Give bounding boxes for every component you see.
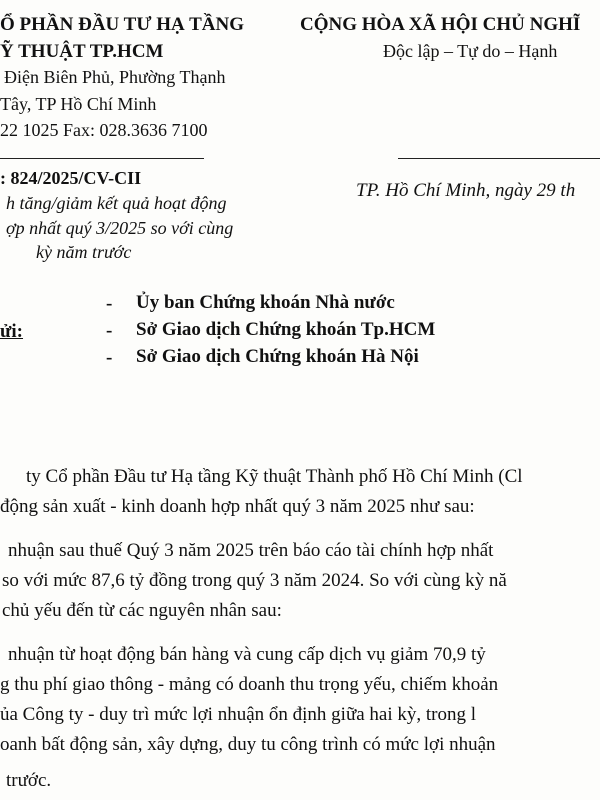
recipient-dash: - <box>106 293 113 314</box>
right-divider-rule <box>398 158 600 159</box>
body-line: ủa Công ty - duy trì mức lợi nhuận ổn định giữa hai kỳ, trong l <box>0 704 477 725</box>
body-line: ty Cổ phần Đầu tư Hạ tầng Kỹ thuật Thành phố Hồ Chí Minh (Cl <box>26 466 523 487</box>
recipients-label: ửi: <box>0 321 24 342</box>
place-date: TP. Hồ Chí Minh, ngày 29 th <box>356 180 576 201</box>
recipient-dash: - <box>106 320 113 341</box>
company-name-line1: Ổ PHẦN ĐẦU TƯ HẠ TẦNG <box>0 14 245 35</box>
subject-line-1: h tăng/giảm kết quả hoạt động <box>6 193 227 213</box>
recipient-1: Ủy ban Chứng khoán Nhà nước <box>136 292 395 313</box>
body-line: g thu phí giao thông - mảng có doanh thu trọng yếu, chiếm khoản <box>0 674 499 695</box>
company-name-line2: Ỹ THUẬT TP.HCM <box>0 41 164 62</box>
recipient-dash: - <box>106 347 113 368</box>
body-line: nhuận từ hoạt động bán hàng và cung cấp dịch vụ giảm 70,9 tỷ <box>8 644 486 665</box>
recipient-3: Sở Giao dịch Chứng khoán Hà Nội <box>136 346 419 367</box>
national-title: CỘNG HÒA XÃ HỘI CHỦ NGHĨ <box>300 14 581 35</box>
national-motto: Độc lập – Tự do – Hạnh <box>383 41 558 61</box>
body-line: oanh bất động sản, xây dựng, duy tu công trình có mức lợi nhuận <box>0 734 496 755</box>
subject-line-2: ợp nhất quý 3/2025 so với cùng <box>6 218 234 238</box>
company-address-line2: Tây, TP Hồ Chí Minh <box>0 94 157 114</box>
body-line: chủ yếu đến từ các nguyên nhân sau: <box>2 600 282 621</box>
body-line: nhuận sau thuế Quý 3 năm 2025 trên báo cáo tài chính hợp nhất <box>8 540 494 561</box>
subject-line-3: kỳ năm trước <box>36 242 132 262</box>
body-line: so với mức 87,6 tỷ đồng trong quý 3 năm 2024. So với cùng kỳ nă <box>2 570 507 591</box>
company-phone-fax: 22 1025 Fax: 028.3636 7100 <box>0 120 208 140</box>
recipient-2: Sở Giao dịch Chứng khoán Tp.HCM <box>136 319 436 340</box>
body-line: trước. <box>6 770 52 791</box>
document-number: : 824/2025/CV-CII <box>0 168 142 188</box>
company-address-line1: Điện Biên Phủ, Phường Thạnh <box>4 67 226 87</box>
left-divider-rule <box>0 158 204 159</box>
body-line: động sản xuất - kinh doanh hợp nhất quý 3 năm 2025 như sau: <box>0 496 475 517</box>
